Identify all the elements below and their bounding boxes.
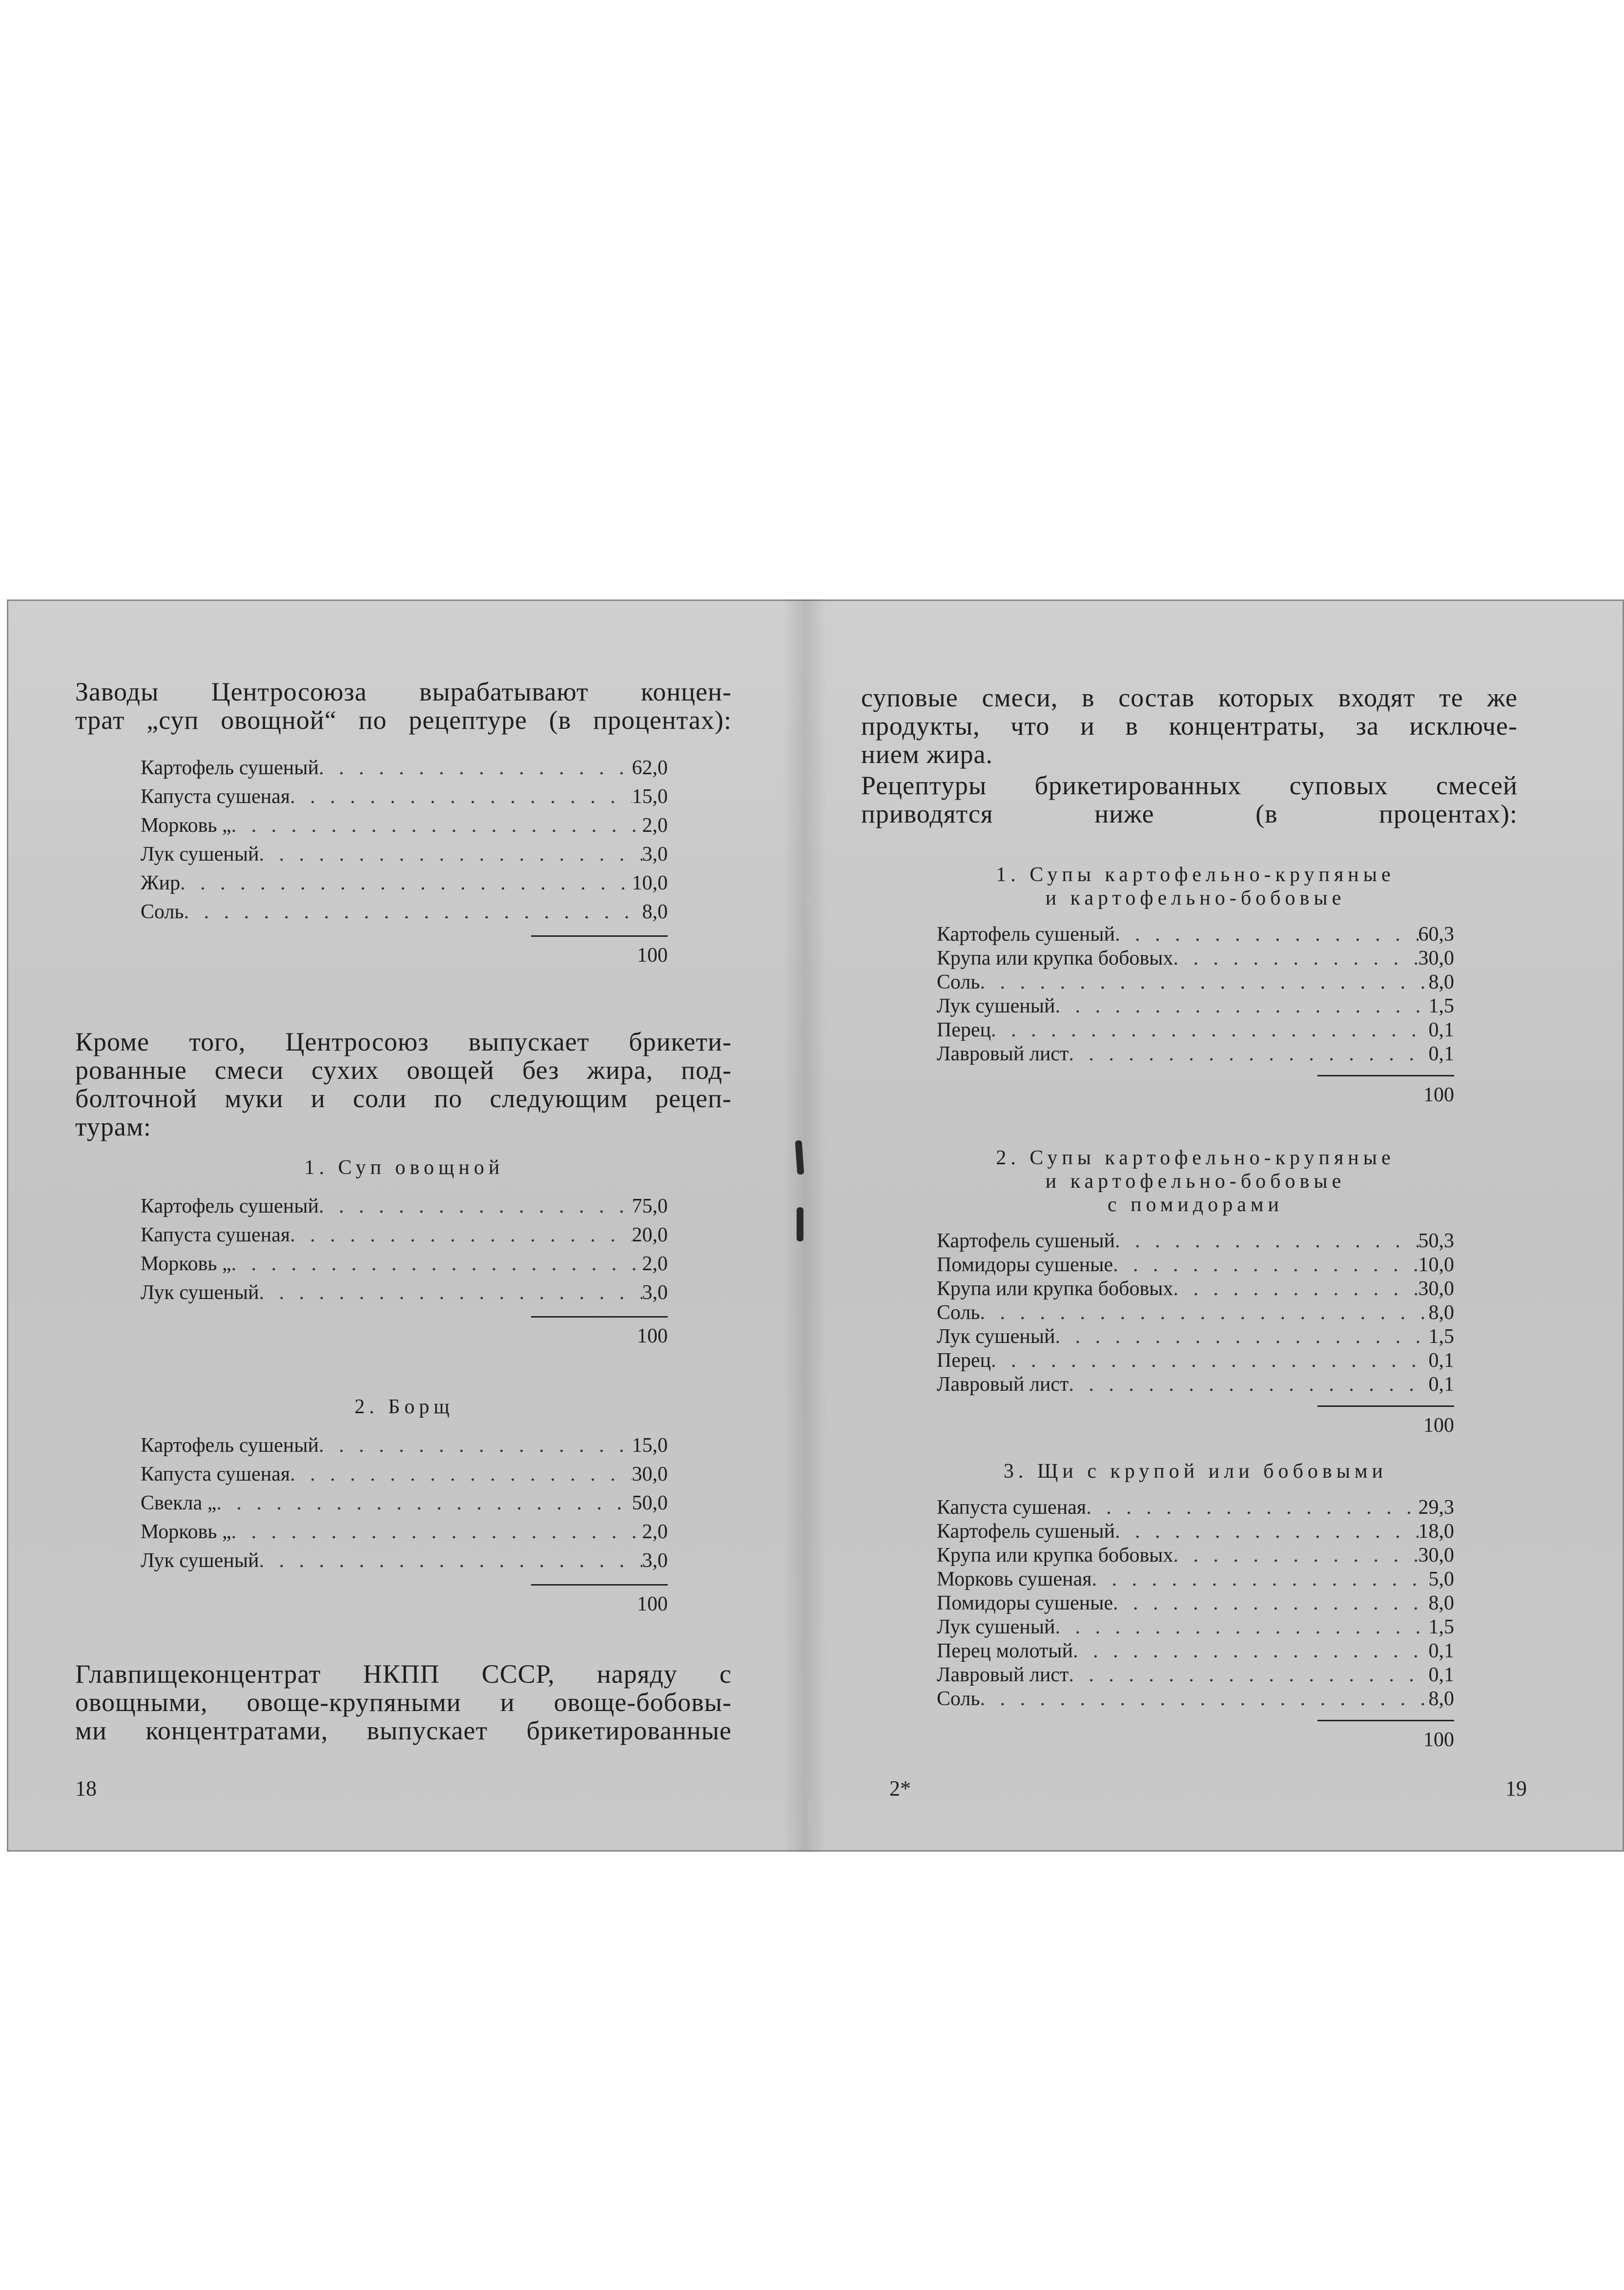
recipe-title-line: 2. Супы картофельно-крупяные: [996, 1147, 1395, 1169]
ingredient-percent: 2,0: [642, 814, 668, 837]
ingredient-row: [141, 1460, 668, 1489]
staple-bottom: [797, 1207, 803, 1241]
ingredient-percent: 50,0: [632, 1492, 668, 1514]
ingredient-percent: 0,1: [1428, 1349, 1454, 1372]
ingredient-name: Соль: [937, 1301, 980, 1324]
ingredient-row: [937, 1520, 1454, 1544]
signature-mark: 2*: [889, 1776, 911, 1800]
ingredient-name: Соль: [937, 971, 980, 993]
dot-leader: [180, 869, 632, 898]
dot-leader: [1173, 947, 1418, 970]
ingredient-percent: 20,0: [632, 1224, 668, 1246]
ingredient-percent: 1,5: [1428, 995, 1454, 1017]
recipe-total: 100: [637, 944, 668, 967]
ingredient-name: Соль: [141, 901, 184, 923]
ingredient-row: [141, 754, 668, 783]
recipe-title-line: 2. Борщ: [354, 1396, 454, 1418]
ingredient-row: [141, 840, 668, 869]
dot-leader: [1113, 1591, 1428, 1615]
dot-leader: [1115, 923, 1418, 947]
ingredient-name: Перец: [937, 1349, 991, 1372]
ingredient-name: Морковь „: [141, 1253, 231, 1275]
ingredient-row: [937, 923, 1454, 947]
ingredient-percent: 18,0: [1418, 1520, 1454, 1543]
ingredient-row: [141, 811, 668, 840]
ingredient-row: [937, 1544, 1454, 1568]
ingredient-row: [141, 1192, 668, 1221]
recipe-title: [937, 863, 1454, 910]
text-line: приводятся ниже (в процентах):: [861, 799, 1518, 828]
ingredient-row: [141, 1547, 668, 1575]
ingredient-row: [141, 1279, 668, 1307]
recipe-total: 100: [1423, 1084, 1454, 1106]
ingredient-row: [937, 1591, 1454, 1615]
right-page: [861, 599, 1530, 1852]
ingredient-name: Помидоры сушеные: [937, 1254, 1113, 1276]
dot-leader: [319, 1431, 632, 1460]
recipe-2-borscht: [141, 1395, 668, 1619]
ingredient-row: [937, 1018, 1454, 1042]
ingredient-name: Капуста сушеная: [141, 1463, 290, 1485]
paragraph-briquettes: [75, 1028, 732, 1141]
ingredient-percent: 0,1: [1428, 1019, 1454, 1041]
ingredient-row: [937, 947, 1454, 970]
ingredient-percent: 2,0: [642, 1521, 668, 1543]
ingredient-percent: 3,0: [642, 843, 668, 866]
ingredient-percent: 8,0: [1428, 1301, 1454, 1324]
dot-leader: [1069, 1373, 1428, 1397]
dot-leader: [319, 754, 632, 783]
recipe-total: 100: [1423, 1729, 1454, 1751]
ingredient-name: Крупа или крупка бобовых: [937, 947, 1173, 970]
ingredient-percent: 0,1: [1428, 1043, 1454, 1065]
dot-leader: [290, 1460, 632, 1489]
dot-leader: [1092, 1568, 1429, 1591]
ingredient-row: [937, 1301, 1454, 1325]
ingredient-name: Лавровый лист: [937, 1373, 1069, 1396]
text-line: ми концентратами, выпускает брикетированные: [75, 1716, 732, 1745]
ingredient-percent: 8,0: [1428, 1592, 1454, 1614]
ingredient-row: [937, 1687, 1454, 1711]
dot-leader: [991, 1349, 1428, 1373]
ingredient-row: [937, 1277, 1454, 1301]
ingredient-name: Лук сушеный: [141, 1549, 259, 1572]
recipe-title: [141, 1156, 668, 1179]
text-line: овощными, овоще-крупяными и овоще-бобовы-: [75, 1688, 732, 1717]
ingredient-name: Лук сушеный: [141, 843, 259, 866]
ingredient-name: Перец молотый: [937, 1640, 1073, 1662]
ingredient-name: Картофель сушеный: [937, 923, 1115, 946]
text-line: Рецептуры брикетированных суповых смесей: [861, 771, 1518, 800]
ingredient-name: Свекла „: [141, 1492, 217, 1514]
ingredient-row: [937, 994, 1454, 1018]
ingredient-percent: 10,0: [632, 872, 668, 894]
dot-leader: [259, 1279, 642, 1307]
ingredient-name: Помидоры сушеные: [937, 1592, 1113, 1614]
ingredient-percent: 75,0: [632, 1195, 668, 1217]
dot-leader: [1115, 1229, 1418, 1253]
dot-leader: [980, 1687, 1429, 1711]
ingredient-row: [937, 1253, 1454, 1277]
dot-leader: [980, 970, 1429, 994]
page-number-right: 19: [1505, 1776, 1527, 1800]
ingredient-row: [141, 783, 668, 811]
dot-leader: [1173, 1544, 1418, 1568]
ingredient-name: Жир: [141, 872, 181, 894]
ingredient-percent: 8,0: [1428, 971, 1454, 993]
ingredient-row: [937, 1042, 1454, 1066]
dot-leader: [1069, 1042, 1428, 1066]
recipe-total: 100: [1423, 1414, 1454, 1437]
dot-leader: [1055, 994, 1429, 1018]
text-line: рованные смеси сухих овощей без жира, под-: [75, 1055, 732, 1085]
ingredient-name: Крупа или крупка бобовых: [937, 1544, 1173, 1567]
ingredient-row: [937, 970, 1454, 994]
ingredient-name: Картофель сушеный: [141, 757, 319, 779]
recipe-title: [937, 1146, 1454, 1217]
ingredient-percent: 15,0: [632, 785, 668, 808]
ingredient-percent: 60,3: [1418, 923, 1454, 946]
recipe-title: [937, 1460, 1454, 1483]
ingredient-name: Морковь „: [141, 1521, 231, 1543]
ingredient-percent: 8,0: [1428, 1688, 1454, 1710]
ingredient-percent: 30,0: [1418, 1278, 1454, 1300]
ingredient-percent: 3,0: [642, 1549, 668, 1572]
recipe-title: [141, 1395, 668, 1419]
ingredient-row: [937, 1615, 1454, 1639]
recipe-title-line: 1. Суп овощной: [304, 1156, 504, 1179]
ingredient-name: Картофель сушеный: [141, 1434, 319, 1457]
dot-leader: [259, 1547, 642, 1575]
ingredient-name: Картофель сушеный: [937, 1230, 1115, 1252]
recipe-1-vegetable-soup: [141, 1156, 668, 1351]
ingredient-name: Лук сушеный: [141, 1281, 259, 1304]
ingredient-percent: 8,0: [642, 901, 668, 923]
ingredient-name: Лавровый лист: [937, 1043, 1069, 1065]
ingredient-percent: 30,0: [1418, 1544, 1454, 1567]
ingredient-percent: 2,0: [642, 1253, 668, 1275]
text-line: турам:: [75, 1112, 152, 1141]
text-line: суповые смеси, в состав которых входят те же: [861, 683, 1518, 712]
text-line: продукты, что и в концентраты, за исключе-: [861, 711, 1518, 741]
ingredient-name: Лавровый лист: [937, 1664, 1069, 1686]
recipes-intro-paragraph: [861, 771, 1518, 828]
recipe-title-line: с помидорами: [1108, 1194, 1283, 1216]
text-line: Главпищеконцентрат НКПП СССР, наряду с: [75, 1659, 732, 1689]
dot-leader: [1173, 1277, 1418, 1301]
ingredient-name: Капуста сушеная: [141, 1224, 290, 1246]
text-line: Заводы Центросоюза вырабатывают концен-: [75, 677, 732, 706]
ingredient-percent: 15,0: [632, 1434, 668, 1457]
dot-leader: [290, 1221, 632, 1250]
text-line: нием жира.: [861, 740, 993, 769]
ingredient-percent: 3,0: [642, 1281, 668, 1304]
dot-leader: [1069, 1663, 1428, 1687]
recipe-title-line: 3. Щи с крупой или бобовыми: [1003, 1460, 1388, 1483]
dot-leader: [319, 1192, 632, 1221]
ingredient-row: [937, 1496, 1454, 1520]
dot-leader: [231, 1250, 642, 1279]
ingredient-row: [937, 1349, 1454, 1373]
ingredient-percent: 1,5: [1428, 1325, 1454, 1348]
ingredient-row: [937, 1325, 1454, 1349]
ingredient-percent: 50,3: [1418, 1230, 1454, 1252]
ingredient-percent: 5,0: [1428, 1568, 1454, 1590]
ingredient-row: [937, 1639, 1454, 1663]
ingredient-name: Картофель сушеный: [141, 1195, 319, 1217]
dot-leader: [231, 1518, 642, 1547]
ingredient-row: [141, 898, 668, 927]
recipe-title-line: и картофельно-бобовые: [1045, 887, 1346, 909]
recipe-3-shchi: [937, 1460, 1454, 1754]
ingredient-percent: 0,1: [1428, 1373, 1454, 1396]
dot-leader: [1055, 1615, 1429, 1639]
paragraph-glavpishche: [75, 1660, 732, 1745]
recipe-soup-vegetable-concentrate: [141, 754, 668, 970]
dot-leader: [1055, 1325, 1429, 1349]
dot-leader: [290, 783, 632, 811]
left-page: [75, 599, 744, 1852]
book-spread: [7, 599, 1624, 1852]
dot-leader: [184, 898, 642, 927]
ingredient-percent: 29,3: [1418, 1496, 1454, 1519]
dot-leader: [259, 840, 642, 869]
dot-leader: [980, 1301, 1429, 1325]
ingredient-row: [141, 1489, 668, 1518]
ingredient-name: Капуста сушеная: [141, 785, 290, 808]
text-line: болточной муки и соли по следующим рецеп-: [75, 1084, 732, 1113]
recipe-title-line: 1. Супы картофельно-крупяные: [996, 864, 1395, 886]
ingredient-row: [141, 1221, 668, 1250]
ingredient-name: Капуста сушеная: [937, 1496, 1087, 1519]
dot-leader: [1073, 1639, 1428, 1663]
dot-leader: [1115, 1520, 1418, 1544]
ingredient-name: Перец: [937, 1019, 991, 1041]
ingredient-name: Соль: [937, 1688, 980, 1710]
ingredient-percent: 0,1: [1428, 1664, 1454, 1686]
ingredient-percent: 30,0: [1418, 947, 1454, 970]
ingredient-name: Лук сушеный: [937, 995, 1055, 1017]
recipe-2-potato-grain-soups-tomatoes: [937, 1146, 1454, 1440]
intro-paragraph: [75, 678, 732, 734]
book-gutter: [783, 599, 827, 1852]
ingredient-name: Морковь сушеная: [937, 1568, 1092, 1590]
ingredient-percent: 30,0: [632, 1463, 668, 1485]
dot-leader: [1113, 1253, 1418, 1277]
dot-leader: [991, 1018, 1428, 1042]
ingredient-row: [141, 1518, 668, 1547]
text-line: трат „суп овощной“ по рецептуре (в процентах):: [75, 705, 732, 735]
recipe-total: 100: [637, 1593, 668, 1615]
ingredient-percent: 1,5: [1428, 1616, 1454, 1638]
dot-leader: [216, 1489, 632, 1518]
ingredient-name: Картофель сушеный: [937, 1520, 1115, 1543]
ingredient-name: Морковь „: [141, 814, 231, 837]
ingredient-name: Лук сушеный: [937, 1616, 1055, 1638]
ingredient-row: [937, 1663, 1454, 1687]
ingredient-row: [937, 1373, 1454, 1397]
ingredient-row: [141, 1250, 668, 1279]
text-line: Кроме того, Центросоюз выпускает брикети-: [75, 1027, 732, 1056]
ingredient-name: Крупа или крупка бобовых: [937, 1278, 1173, 1300]
ingredient-row: [141, 869, 668, 898]
recipe-total: 100: [637, 1325, 668, 1347]
ingredient-row: [141, 1431, 668, 1460]
page-number-left: 18: [75, 1776, 97, 1800]
ingredient-percent: 62,0: [632, 757, 668, 779]
recipe-title-line: и картофельно-бобовые: [1045, 1170, 1346, 1193]
ingredient-name: Лук сушеный: [937, 1325, 1055, 1348]
continuation-paragraph: [861, 683, 1518, 768]
ingredient-percent: 0,1: [1428, 1640, 1454, 1662]
ingredient-percent: 10,0: [1418, 1254, 1454, 1276]
ingredient-row: [937, 1229, 1454, 1253]
ingredient-row: [937, 1568, 1454, 1591]
dot-leader: [1086, 1496, 1418, 1520]
dot-leader: [231, 811, 642, 840]
recipe-1-potato-grain-soups: [937, 863, 1454, 1110]
